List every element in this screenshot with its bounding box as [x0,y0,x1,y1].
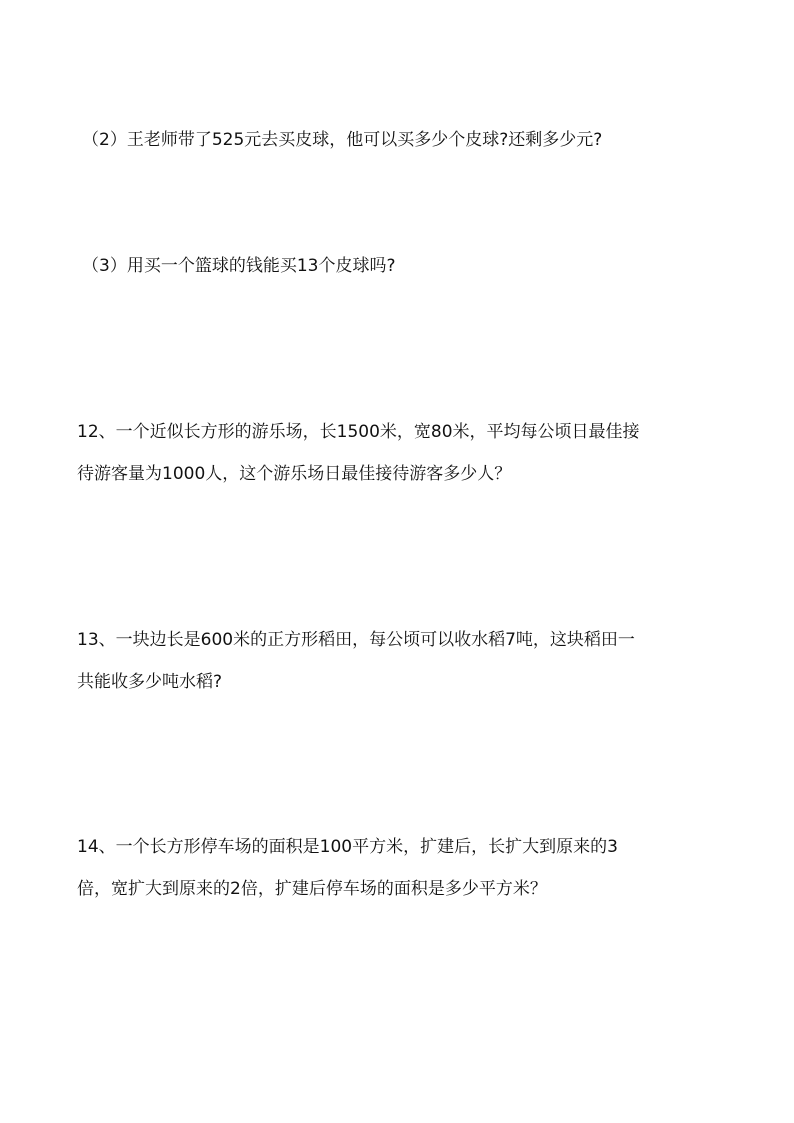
question-13-line-2: 共能收多少吨水稻? [77,672,223,692]
question-12-line-1: 12、一个近似长方形的游乐场，长1500米，宽80米，平均每公顷日最佳接 [77,422,640,442]
question-12-line-2: 待游客量为1000人，这个游乐场日最佳接待游客多少人？ [77,464,512,484]
question-13-line-1: 13、一块边长是600米的正方形稻田，每公顷可以收水稻7吨，这块稻田一 [77,630,635,650]
question-14-line-1: 14、一个长方形停车场的面积是100平方米，扩建后，长扩大到原来的3 [77,837,618,857]
question-14-line-2: 倍，宽扩大到原来的2倍，扩建后停车场的面积是多少平方米？ [77,879,547,899]
question-11-part-2: （2）王老师带了525元去买皮球，他可以买多少个皮球?还剩多少元? [82,130,603,150]
question-11-part-3: （3）用买一个篮球的钱能买13个皮球吗? [82,256,396,276]
